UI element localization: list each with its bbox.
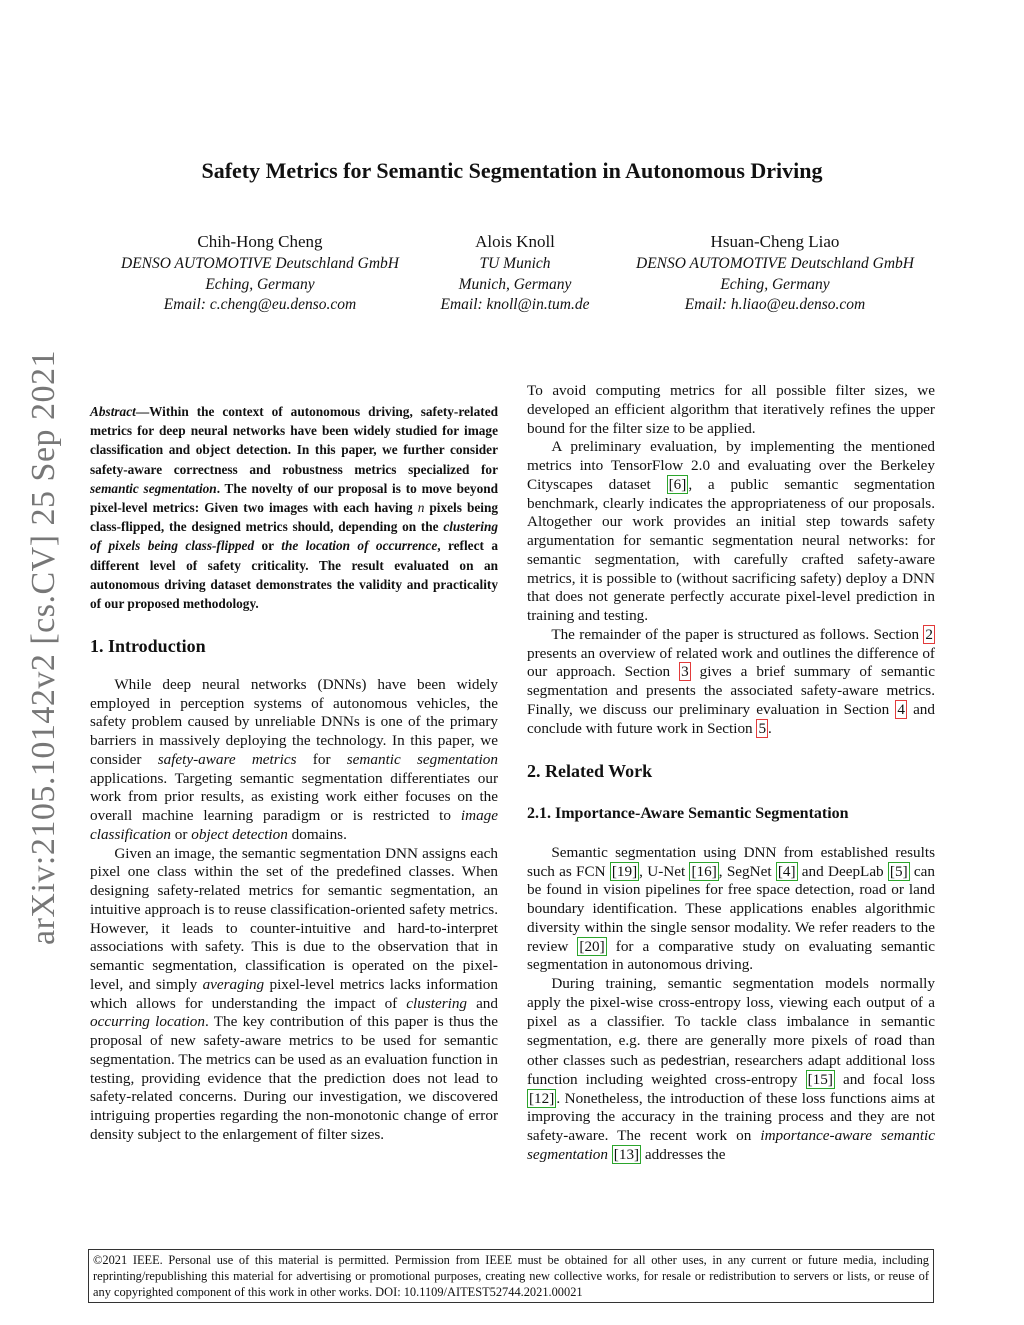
author-location: Munich, Germany [458,275,572,293]
citation-link[interactable]: [5] [889,862,908,880]
intro-paragraph-3: To avoid computing metrics for all possible filter sizes, we developed an efficient algorithm that iteratively refines the upper bound for the filter size to be applied. [527,382,935,437]
intro-paragraph-5: The remainder of the paper is structured as follows. Section 2 presents an overview of related work and outlines the difference of our approach. Section 3 gives a brief summary of semantic segmentation and presents the associated safety-aware metrics. Finally, we discuss our preliminary evaluation in Section 4 and conclude with future work in Section 5 . [527,625,935,737]
author-name: Alois Knoll [475,232,555,251]
related-paragraph-2: During training, semantic segmentation models normally apply the pixel-wise cross-entropy loss, viewing each output of a pixel as a classifier. To tackle class imbalance in semantic segmentation, e.g. there are generally more pixels of road than other classes such as pedestrian, researchers adapt additional loss function including weighted cross-entropy [15] and focal loss [12] . Nonetheless, the introduction of these loss functions aims at improving the accuracy in the training process and they are not safety-aware. The recent work on importance-aware semantic segmentation [13] addresses the [527,975,936,1163]
author-2 [425,232,605,316]
intro-paragraph-1: While deep neural networks (DNNs) have been widely employed in perception systems of autonomous vehicles, the safety problem caused by unreliable DNNs is one of the primary barriers in massively deploying the technology. In this paper, we consider safety-aware metrics for semantic segmentation applications. Targeting semantic segmentation differentiates our work from prior results, as existing work either focuses on the overall machine learning paradigm or is restricted to image classification or object detection domains. [90,675,498,843]
left-column [90,382,498,1145]
author-affiliation: DENSO AUTOMOTIVE Deutschland GmbH [121,255,399,272]
intro-paragraph-2: Given an image, the semantic segmentation DNN assigns each pixel one class within the set of the predefined classes. When designing safety-related metrics for semantic segmentation, an intuitive approach is to reuse classification-oriented safety metrics. However, it leads to counter-intuitive and hard-to-interpret associations with safety. This is due to the observation that in semantic segmentation, classification is operated on the pixel-level, and simply averaging pixel-level metrics lacks information which allows for understanding the impact of clustering and occurring location. The key contribution of this paper is thus the proposal of new safety-aware metrics to be used for semantic segmentation. The metrics can be used as an evaluation function in testing, providing evidence that the prediction does not lead to safety-related concerns. During our investigation, we discovered intriguing properties regarding the non-monotonic change of error density subject to the enlargement of filter sizes. [90,844,499,1143]
citation-link[interactable]: [16] [691,862,717,880]
citation-link[interactable]: [19] [611,862,638,880]
section-heading-introduction: 1. Introduction [90,636,206,657]
citation-link[interactable]: [12] [529,1089,555,1107]
author-location: Eching, Germany [205,275,315,293]
author-1 [95,232,425,316]
citation-link[interactable]: [4] [777,862,796,880]
author-name: Hsuan-Cheng Liao [710,232,840,251]
author-affiliation: TU Munich [479,255,551,272]
right-column [527,382,935,1165]
abstract: Abstract—Within the context of autonomous driving, safety-related metrics for deep neural networks have been widely studied for image classification and object detection. In this paper, we further consider safety-aware correctness and robustness metrics specialized for semantic segmentation. The novelty of our proposal is to move beyond pixel-level metrics: Given two images with each having n pixels being class-flipped, the designed metrics should, depending on the clustering of pixels being class-flipped or the location of occurrence, reflect a different level of safety criticality. The result evaluated on an autonomous driving dataset demonstrates the validity and practicality of our proposed methodology. [90,404,499,612]
section-link[interactable]: 2 [925,625,933,643]
author-3 [605,232,945,316]
author-email: Email: h.liao@eu.denso.com [684,296,866,313]
section-link[interactable]: 5 [758,719,767,737]
related-paragraph-1: Semantic segmentation using DNN from established results such as FCN [19] , U-Net [16] , SegNet [4] and DeepLab [5] can be found in vision pipelines for free space detection, road or land boundary identification. These applications enables algorithmic diversity within the single sensor modality. We refer readers to the review [20] for a comparative study on evaluating semantic segmentation in autonomous driving. [527,843,935,974]
author-affiliation: DENSO AUTOMOTIVE Deutschland GmbH [636,255,914,272]
author-block [95,232,945,316]
author-email: Email: c.cheng@eu.denso.com [163,296,357,313]
citation-link[interactable]: [20] [579,937,605,955]
author-name: Chih-Hong Cheng [197,232,323,251]
intro-paragraph-4: A preliminary evaluation, by implementing the mentioned metrics into TensorFlow 2.0 and evaluating over the Berkeley Cityscapes dataset [6] , a public semantic segmentation benchmark, clearly indicates the appropriateness of our proposals. Altogether our work provides an initial step towards safety argumentation for semantic segmentation neural networks: for semantic segmentation, with carefully crafted safety-aware metrics, it is possible to (without sacrificing safety) deploy a DNN that does not generate perfectly accurate pixel-level prediction in training and testing. [527,438,936,624]
paper-title: Safety Metrics for Semantic Segmentation in Autonomous Driving [201,158,823,183]
subsection-heading: 2.1. Importance-Aware Semantic Segmentation [527,805,849,822]
author-email: Email: knoll@in.tum.de [440,296,590,313]
citation-link[interactable]: [13] [613,1145,640,1163]
citation-link[interactable]: [6] [668,475,687,493]
section-link[interactable]: 4 [897,700,905,718]
section-heading-related-work: 2. Related Work [527,761,653,782]
copyright-notice: ©2021 IEEE. Personal use of this material is permitted. Permission from IEEE must be obtained for all other uses, in any current or future media, including reprinting/republishing this material for advertising or promotional purposes, creating new collective works, for resale or redistribution to servers or lists, or reuse of any copyrighted component of this work in other works. DOI: 10.1109/AITEST52744.2021.00021 [88,1249,934,1303]
author-location: Eching, Germany [720,275,830,293]
section-link[interactable]: 3 [681,663,689,681]
citation-link[interactable]: [15] [807,1070,833,1088]
arxiv-identifier: arXiv:2105.10142v2 [cs.CV] 25 Sep 2021 [25,349,62,945]
abstract-lead: Abstract [90,404,136,419]
